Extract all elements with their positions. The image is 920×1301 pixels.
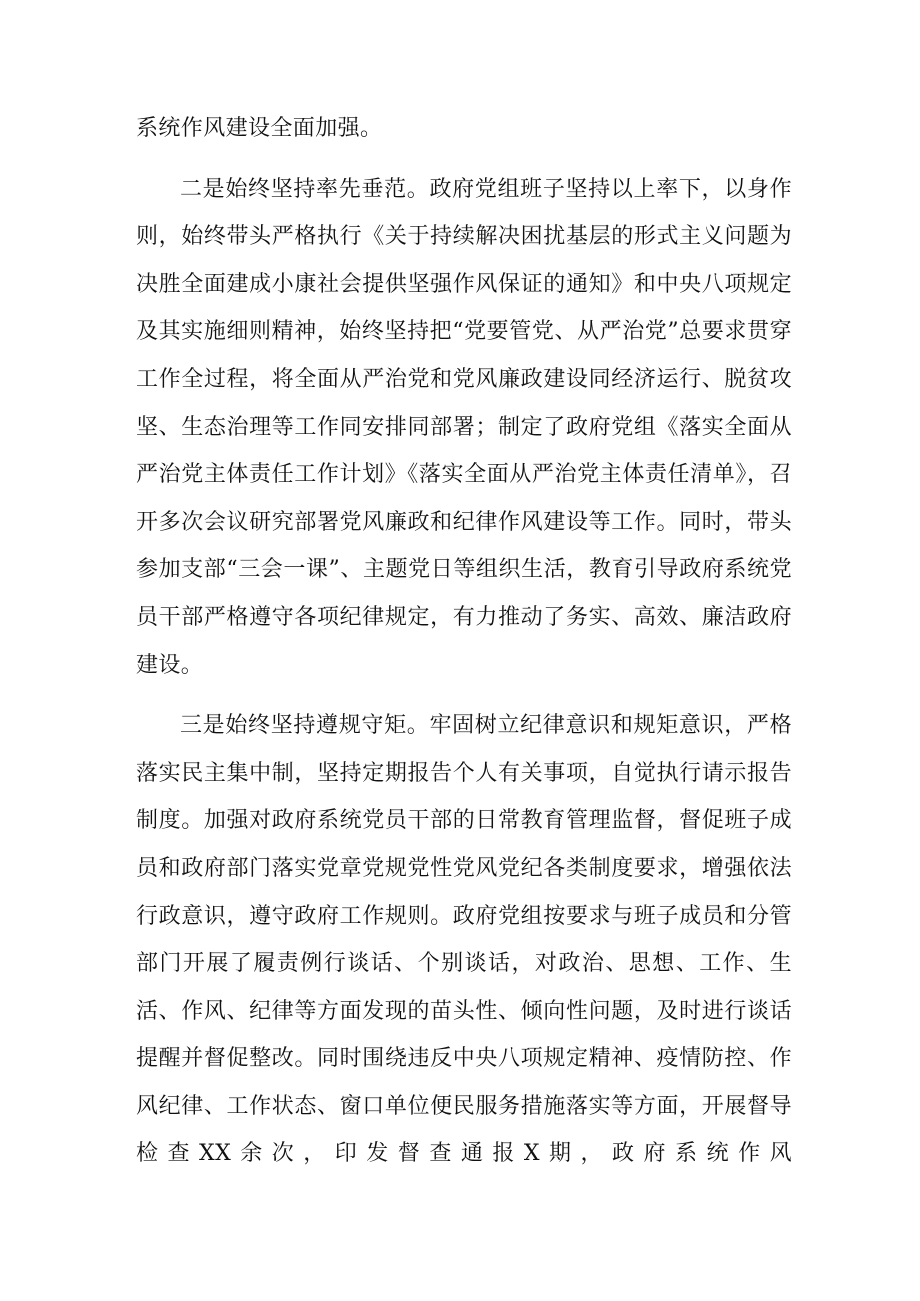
paragraph-continuation: 系统作风建设全面加强。 bbox=[136, 116, 383, 141]
paragraph-gap bbox=[136, 153, 792, 166]
paragraph-role-model: 二是始终坚持率先垂范。政府党组班子坚持以上率下，以身作则，始终带头严格执行《关于持续解决困扰基层的形式主义问题为决胜全面建成小康社会提供坚强作风保证的通知》和中央八项规定及其实施细则精神，始终坚持把“党要管党、从严治党”总要求贯穿工作全过程，将全面从严治党和党风廉政建设同经济运行、脱贫攻坚、生态治理等工作同安排同部署；制定了政府党组《落实全面从严治党主体责任工作计划》《落实全面从严治党主体责任清单》，召开多次会议研究部署党风廉政和纪律作风建设等工作。同时，带头参加支部“三会一课”、主题党日等组织生活，教育引导政府系统党员干部严格遵守各项纪律规定，有力推动了务实、高效、廉洁政府建设。 bbox=[136, 176, 792, 678]
document-body bbox=[136, 105, 792, 1178]
paragraph-gap bbox=[136, 689, 792, 702]
paragraph-discipline: 三是始终坚持遵规守矩。牢固树立纪律意识和规矩意识，严格落实民主集中制，坚持定期报告个人有关事项，自觉执行请示报告制度。加强对政府系统党员干部的日常教育管理监督，督促班子成员和政府部门落实党章党规党性党风党纪各类制度要求，增强依法行政意识，遵守政府工作规则。政府党组按要求与班子成员和分管部门开展了履责例行谈话、个别谈话，对政治、思想、工作、生活、作风、纪律等方面发现的苗头性、倾向性问题，及时进行谈话提醒并督促整改。同时围绕违反中央八项规定精神、疫情防控、作风纪律、工作状态、窗口单位便民服务措施落实等方面，开展督导检查XX余次，印发督查通报X期，政府系统作风 bbox=[136, 713, 792, 1167]
